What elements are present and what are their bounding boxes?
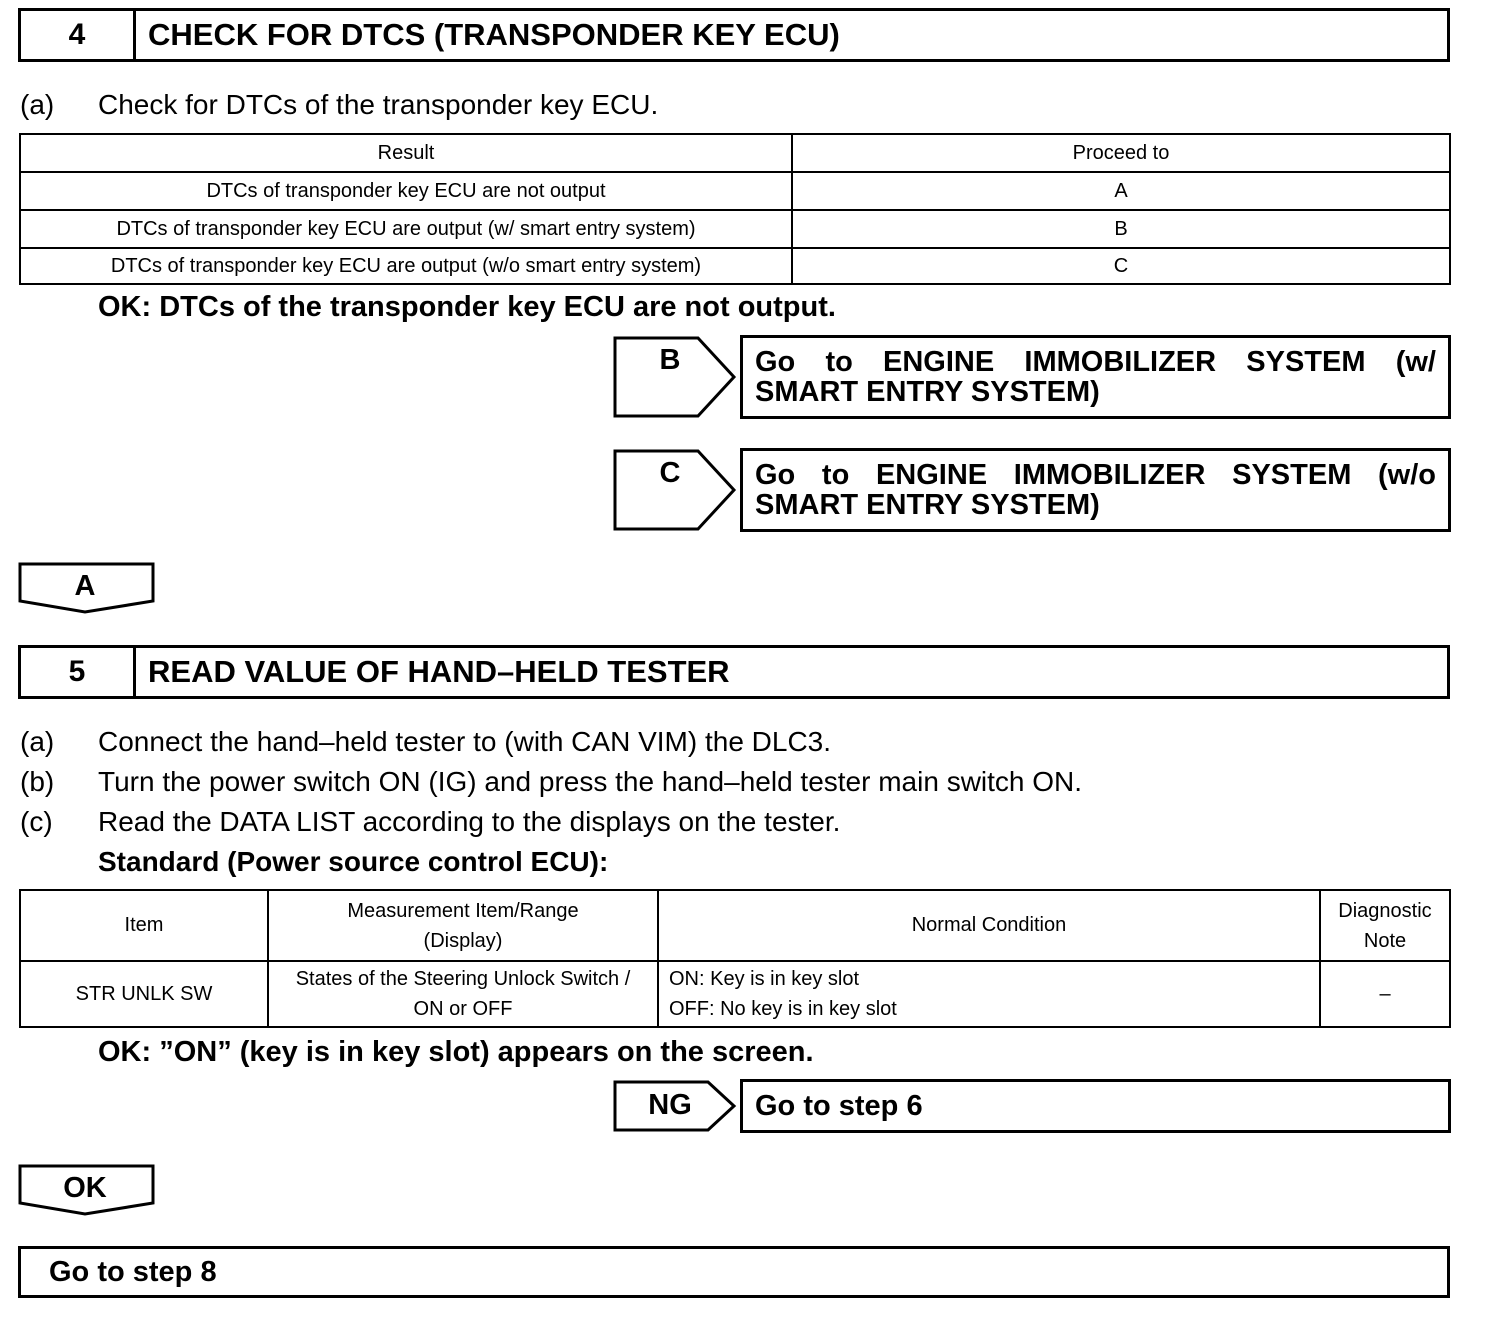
item-cell: STR UNLK SW	[20, 961, 268, 1027]
step5-header	[18, 645, 1450, 699]
note-cell: –	[1320, 961, 1450, 1027]
branch-c-label: C	[659, 457, 681, 489]
table-header-range	[268, 890, 658, 961]
branch-b-line2: SMART ENTRY SYSTEM)	[755, 376, 1100, 408]
branch-c-box	[740, 448, 1451, 532]
range-cell	[268, 961, 658, 1027]
step4-header	[18, 8, 1450, 62]
result-cell: DTCs of transponder key ECU are output (w/o smart entry system)	[20, 248, 792, 284]
step4-title: CHECK FOR DTCS (TRANSPONDER KEY ECU)	[148, 17, 840, 52]
note-header-line1: Diagnostic	[1338, 899, 1432, 922]
data-list-table	[19, 889, 1451, 1028]
table-row	[20, 961, 1450, 1027]
note-header-line2: Note	[1363, 929, 1407, 952]
substep-text: Connect the hand–held tester to (with CAN VIM) the DLC3.	[98, 726, 832, 757]
table-header-result: Result	[20, 134, 792, 172]
table-header-condition: Normal Condition	[658, 890, 1320, 961]
down-arrow-ok-label: OK	[63, 1172, 107, 1204]
proceed-cell: A	[792, 172, 1450, 210]
branch-b-line1: Go to ENGINE IMMOBILIZER SYSTEM (w/	[755, 346, 1436, 378]
final-step-box: Go to step 8	[18, 1246, 1450, 1298]
proceed-cell: C	[792, 248, 1450, 284]
standard-label: Standard (Power source control ECU):	[98, 846, 609, 877]
substep-label: (a)	[20, 89, 55, 120]
step4-number: 4	[21, 11, 136, 59]
substep-label: (b)	[20, 766, 55, 797]
substep-text: Read the DATA LIST according to the displays on the tester.	[98, 806, 841, 837]
substep-label: (a)	[20, 726, 55, 757]
step5-ok-text: OK: ”ON” (key is in key slot) appears on the screen.	[98, 1036, 814, 1068]
step4-substep-a	[20, 88, 1440, 122]
substep-text: Check for DTCs of the transponder key ECU.	[98, 89, 659, 120]
substep-label: (c)	[20, 806, 53, 837]
range-line1: States of the Steering Unlock Switch /	[295, 968, 631, 990]
condition-line1: ON: Key is in key slot	[669, 968, 860, 990]
step5-substep-a	[20, 725, 1440, 759]
step5-substep-b	[20, 765, 1440, 799]
table-header-proceed: Proceed to	[792, 134, 1450, 172]
range-header-line1: Measurement Item/Range	[347, 899, 579, 922]
step4-ok-text: OK: DTCs of the transponder key ECU are not output.	[98, 291, 836, 323]
range-header-line2: (Display)	[423, 929, 503, 952]
table-header-item: Item	[20, 890, 268, 961]
step5-title: READ VALUE OF HAND–HELD TESTER	[148, 654, 730, 689]
branch-ng-label: NG	[648, 1089, 692, 1121]
proceed-cell: B	[792, 210, 1450, 248]
condition-cell	[658, 961, 1320, 1027]
branch-b-label: B	[659, 344, 681, 376]
step5-number: 5	[21, 648, 136, 696]
branch-c-line1: Go to ENGINE IMMOBILIZER SYSTEM (w/o	[755, 459, 1436, 491]
branch-c-line2: SMART ENTRY SYSTEM)	[755, 489, 1100, 521]
range-line2: ON or OFF	[413, 998, 513, 1020]
step5-substep-c	[20, 805, 1440, 839]
branch-b-box	[740, 335, 1451, 419]
substep-text: Turn the power switch ON (IG) and press the hand–held tester main switch ON.	[98, 766, 1083, 797]
condition-line2: OFF: No key is in key slot	[669, 998, 897, 1020]
result-cell: DTCs of transponder key ECU are output (w/ smart entry system)	[20, 210, 792, 248]
table-header-note	[1320, 890, 1450, 961]
dtc-result-table	[19, 133, 1451, 285]
table-row	[20, 210, 1450, 248]
branch-ng-box: Go to step 6	[740, 1079, 1451, 1133]
result-cell: DTCs of transponder key ECU are not output	[20, 172, 792, 210]
down-arrow-a-label: A	[74, 570, 96, 602]
table-row	[20, 172, 1450, 210]
table-row	[20, 248, 1450, 284]
